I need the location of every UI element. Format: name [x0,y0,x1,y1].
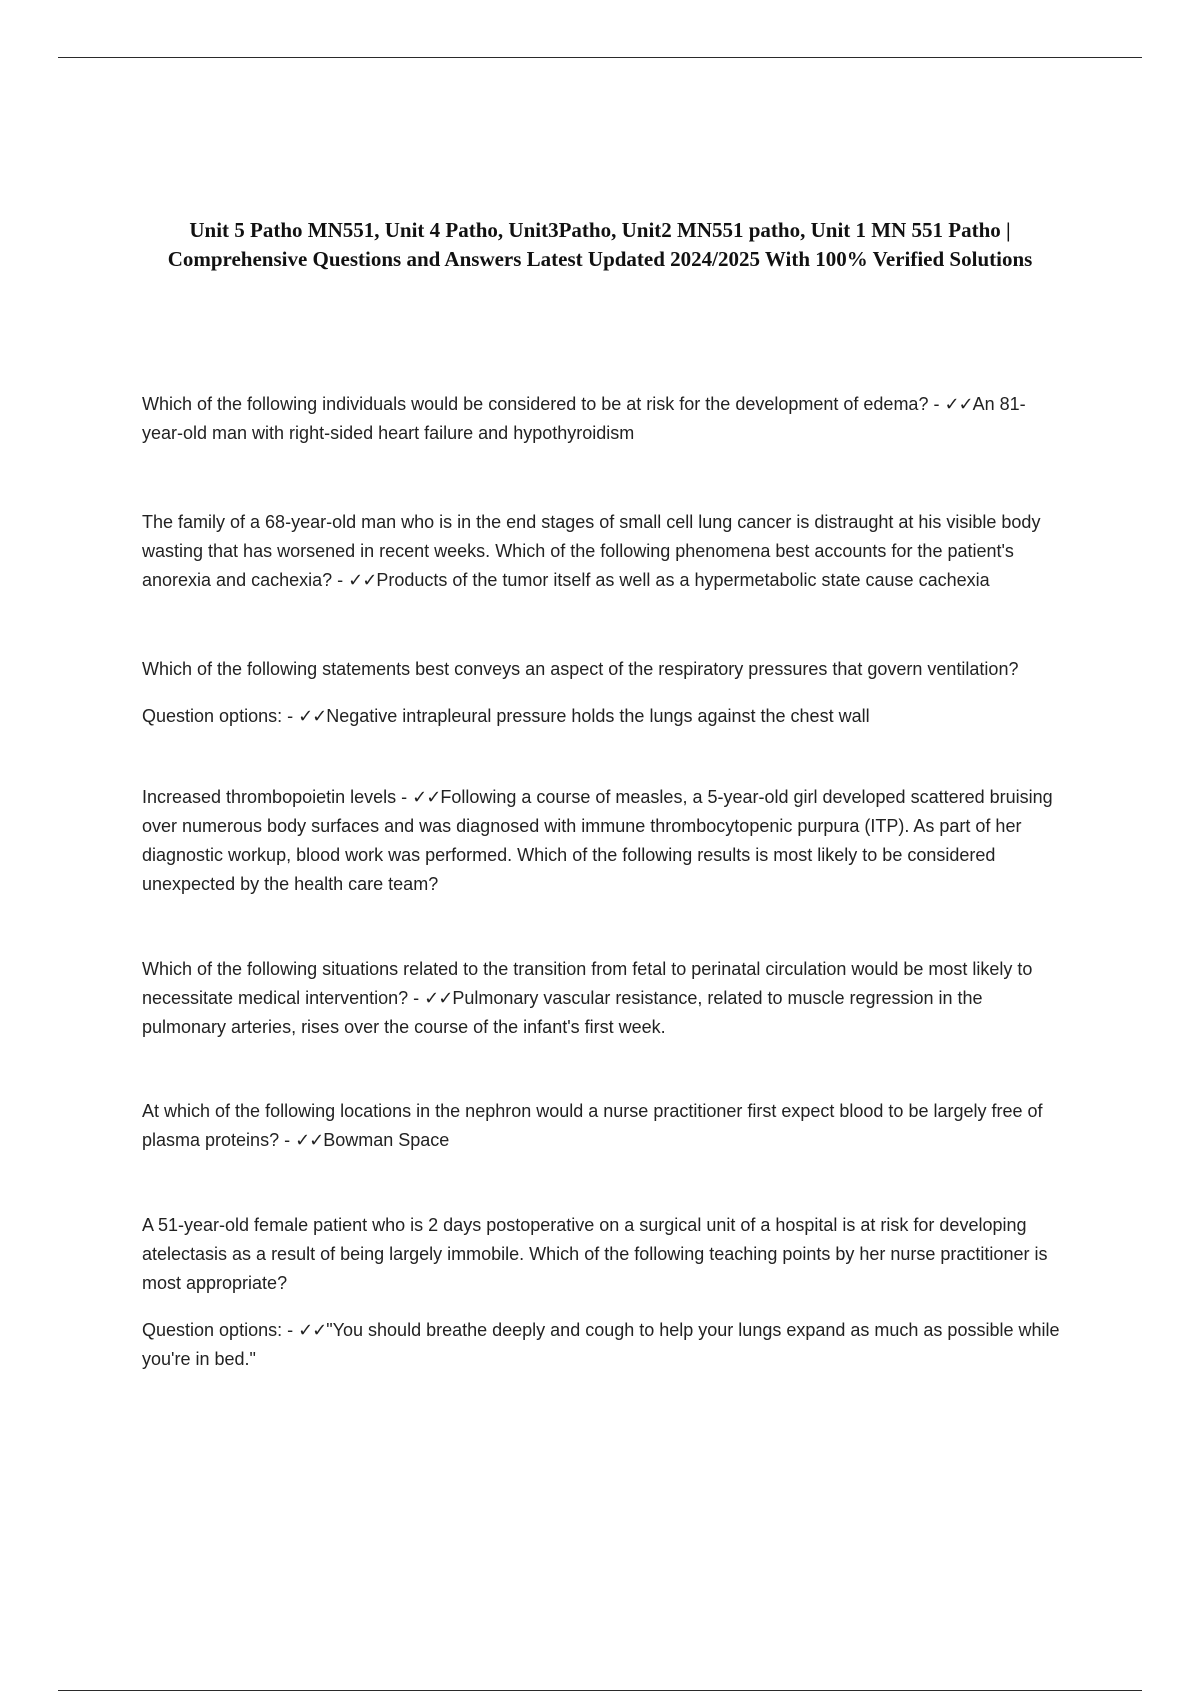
check-icon: ✓✓ [295,1130,324,1150]
answer-text: Negative intrapleural pressure holds the lungs against the chest wall [326,706,870,726]
qa-text [142,508,1062,595]
qa-item [142,390,1062,448]
separator: - [282,706,299,726]
qa-item [142,1097,1062,1155]
qa-item [142,1211,1062,1374]
qa-item [142,783,1062,899]
qa-text [142,783,1062,899]
qa-item [142,508,1062,595]
separator: - [408,988,425,1008]
header-rule [58,57,1142,58]
answer-text: "You should breathe deeply and cough to help your lungs expand as much as possible while you're in bed." [142,1320,1060,1369]
check-icon: ✓✓ [944,394,973,414]
qa-list [142,390,1062,1374]
qa-text [142,1097,1062,1155]
document-title: Unit 5 Patho MN551, Unit 4 Patho, Unit3Patho, Unit2 MN551 patho, Unit 1 MN 551 Patho | Comprehensive Questions and Answers Latest Updated 2024/2025 With 100% Verified Solutions [167,218,1033,271]
answer-text: Following a course of measles, a 5-year-old girl developed scattered bruising over numerous body surfaces and was diagnosed with immune thrombocytopenic purpura (ITP). As part of her diagnostic workup, blood work was performed. Which of the following results is most likely to be considered unexpected by the health care team? [142,787,1053,894]
question-text: Which of the following individuals would be considered to be at risk for the development of edema? [142,394,929,414]
options-label: Question options: [142,1320,283,1340]
check-icon: ✓✓ [298,706,327,726]
answer-text: Bowman Space [323,1130,450,1150]
options-label: Question options: [142,706,283,726]
question-text: Which of the following situations related to the transition from fetal to perinatal circulation would be most likely to necessitate medical intervention? [142,959,1033,1008]
question-text: A 51-year-old female patient who is 2 days postoperative on a surgical unit of a hospital is at risk for developing atelectasis as a result of being largely immobile. Which of the following teaching points by her nurse practitioner is most appropriate? [142,1215,1048,1293]
answer-text: Products of the tumor itself as well as a hypermetabolic state cause cachexia [376,570,990,590]
separator: - [396,787,413,807]
check-icon: ✓✓ [424,988,453,1008]
qa-text [142,390,1062,448]
qa-options [142,1316,1062,1374]
check-icon: ✓✓ [348,570,377,590]
qa-item [142,955,1062,1042]
separator: - [282,1320,299,1340]
separator: - [332,570,349,590]
separator: - [279,1130,296,1150]
question-text: Increased thrombopoietin levels [142,787,397,807]
answer-text: Pulmonary vascular resistance, related to muscle regression in the pulmonary arteries, rises over the course of the infant's first week. [142,988,983,1037]
check-icon: ✓✓ [298,1320,327,1340]
answer-text: An 81-year-old man with right-sided heart failure and hypothyroidism [142,394,1026,443]
question-text: At which of the following locations in the nephron would a nurse practitioner first expect blood to be largely free of plasma proteins? [142,1101,1043,1150]
qa-options [142,702,1062,731]
question-text: The family of a 68-year-old man who is in the end stages of small cell lung cancer is distraught at his visible body wasting that has worsened in recent weeks. Which of the following phenomena best accounts for the patient's anorexia and cachexia? [142,512,1041,590]
question-text: Which of the following statements best conveys an aspect of the respiratory pressures that govern ventilation? [142,659,1019,679]
qa-text [142,955,1062,1042]
separator: - [928,394,945,414]
footer-rule [58,1690,1142,1691]
qa-item [142,655,1062,731]
check-icon: ✓✓ [412,787,441,807]
